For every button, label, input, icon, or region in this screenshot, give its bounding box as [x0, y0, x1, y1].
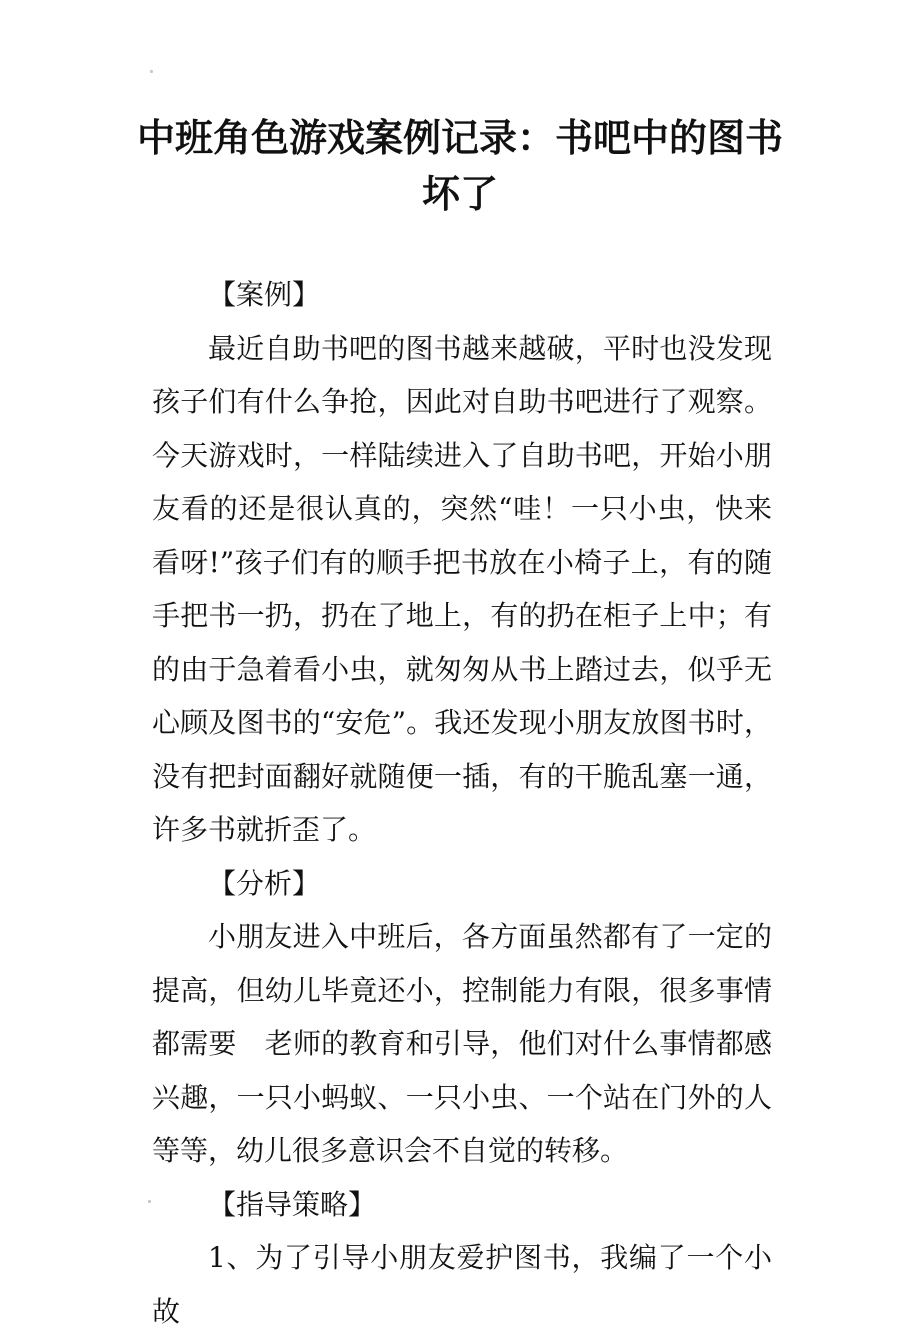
case-paragraph: 最近自助书吧的图书越来越破，平时也没发现孩子们有什么争抢，因此对自助书吧进行了观察。今天游戏时，一样陆续进入了自助书吧，开始小朋友看的还是很认真的，突然“哇！一只小虫，快来看呀!”孩子们有的顺手把书放在小椅子上，有的随手把书一扔，扔在了地上，有的扔在柜子上中；有的由于急着看小虫，就匆匆从书上踏过去，似乎无心顾及图书的“安危”。我还发现小朋友放图书时，没有把封面翻好就随便一插，有的干脆乱塞一通，许多书就折歪了。 [152, 331, 772, 846]
case-heading: 【案例】 [208, 278, 321, 311]
strategy-paragraph: 1、为了引导小朋友爱护图书，我编了一个小故 [152, 1241, 772, 1328]
analysis-paragraph: 小朋友进入中班后，各方面虽然都有了一定的提高，但幼儿毕竟还小，控制能力有限，很多事情都需要 老师的教育和引导，他们对什么事情都感兴趣，一只小蚂蚁、一只小虫、一个站在门外的人等等，幼儿很多意识会不自觉的转移。 [152, 920, 772, 1167]
document-title: 中班角色游戏案例记录：书吧中的图书坏了 [136, 116, 783, 216]
scan-mark-bottom [148, 1200, 151, 1203]
scan-mark-top [150, 70, 153, 73]
document-body [152, 268, 772, 1338]
analysis-heading: 【分析】 [208, 866, 321, 900]
strategy-heading: 【指导策略】 [208, 1187, 377, 1221]
